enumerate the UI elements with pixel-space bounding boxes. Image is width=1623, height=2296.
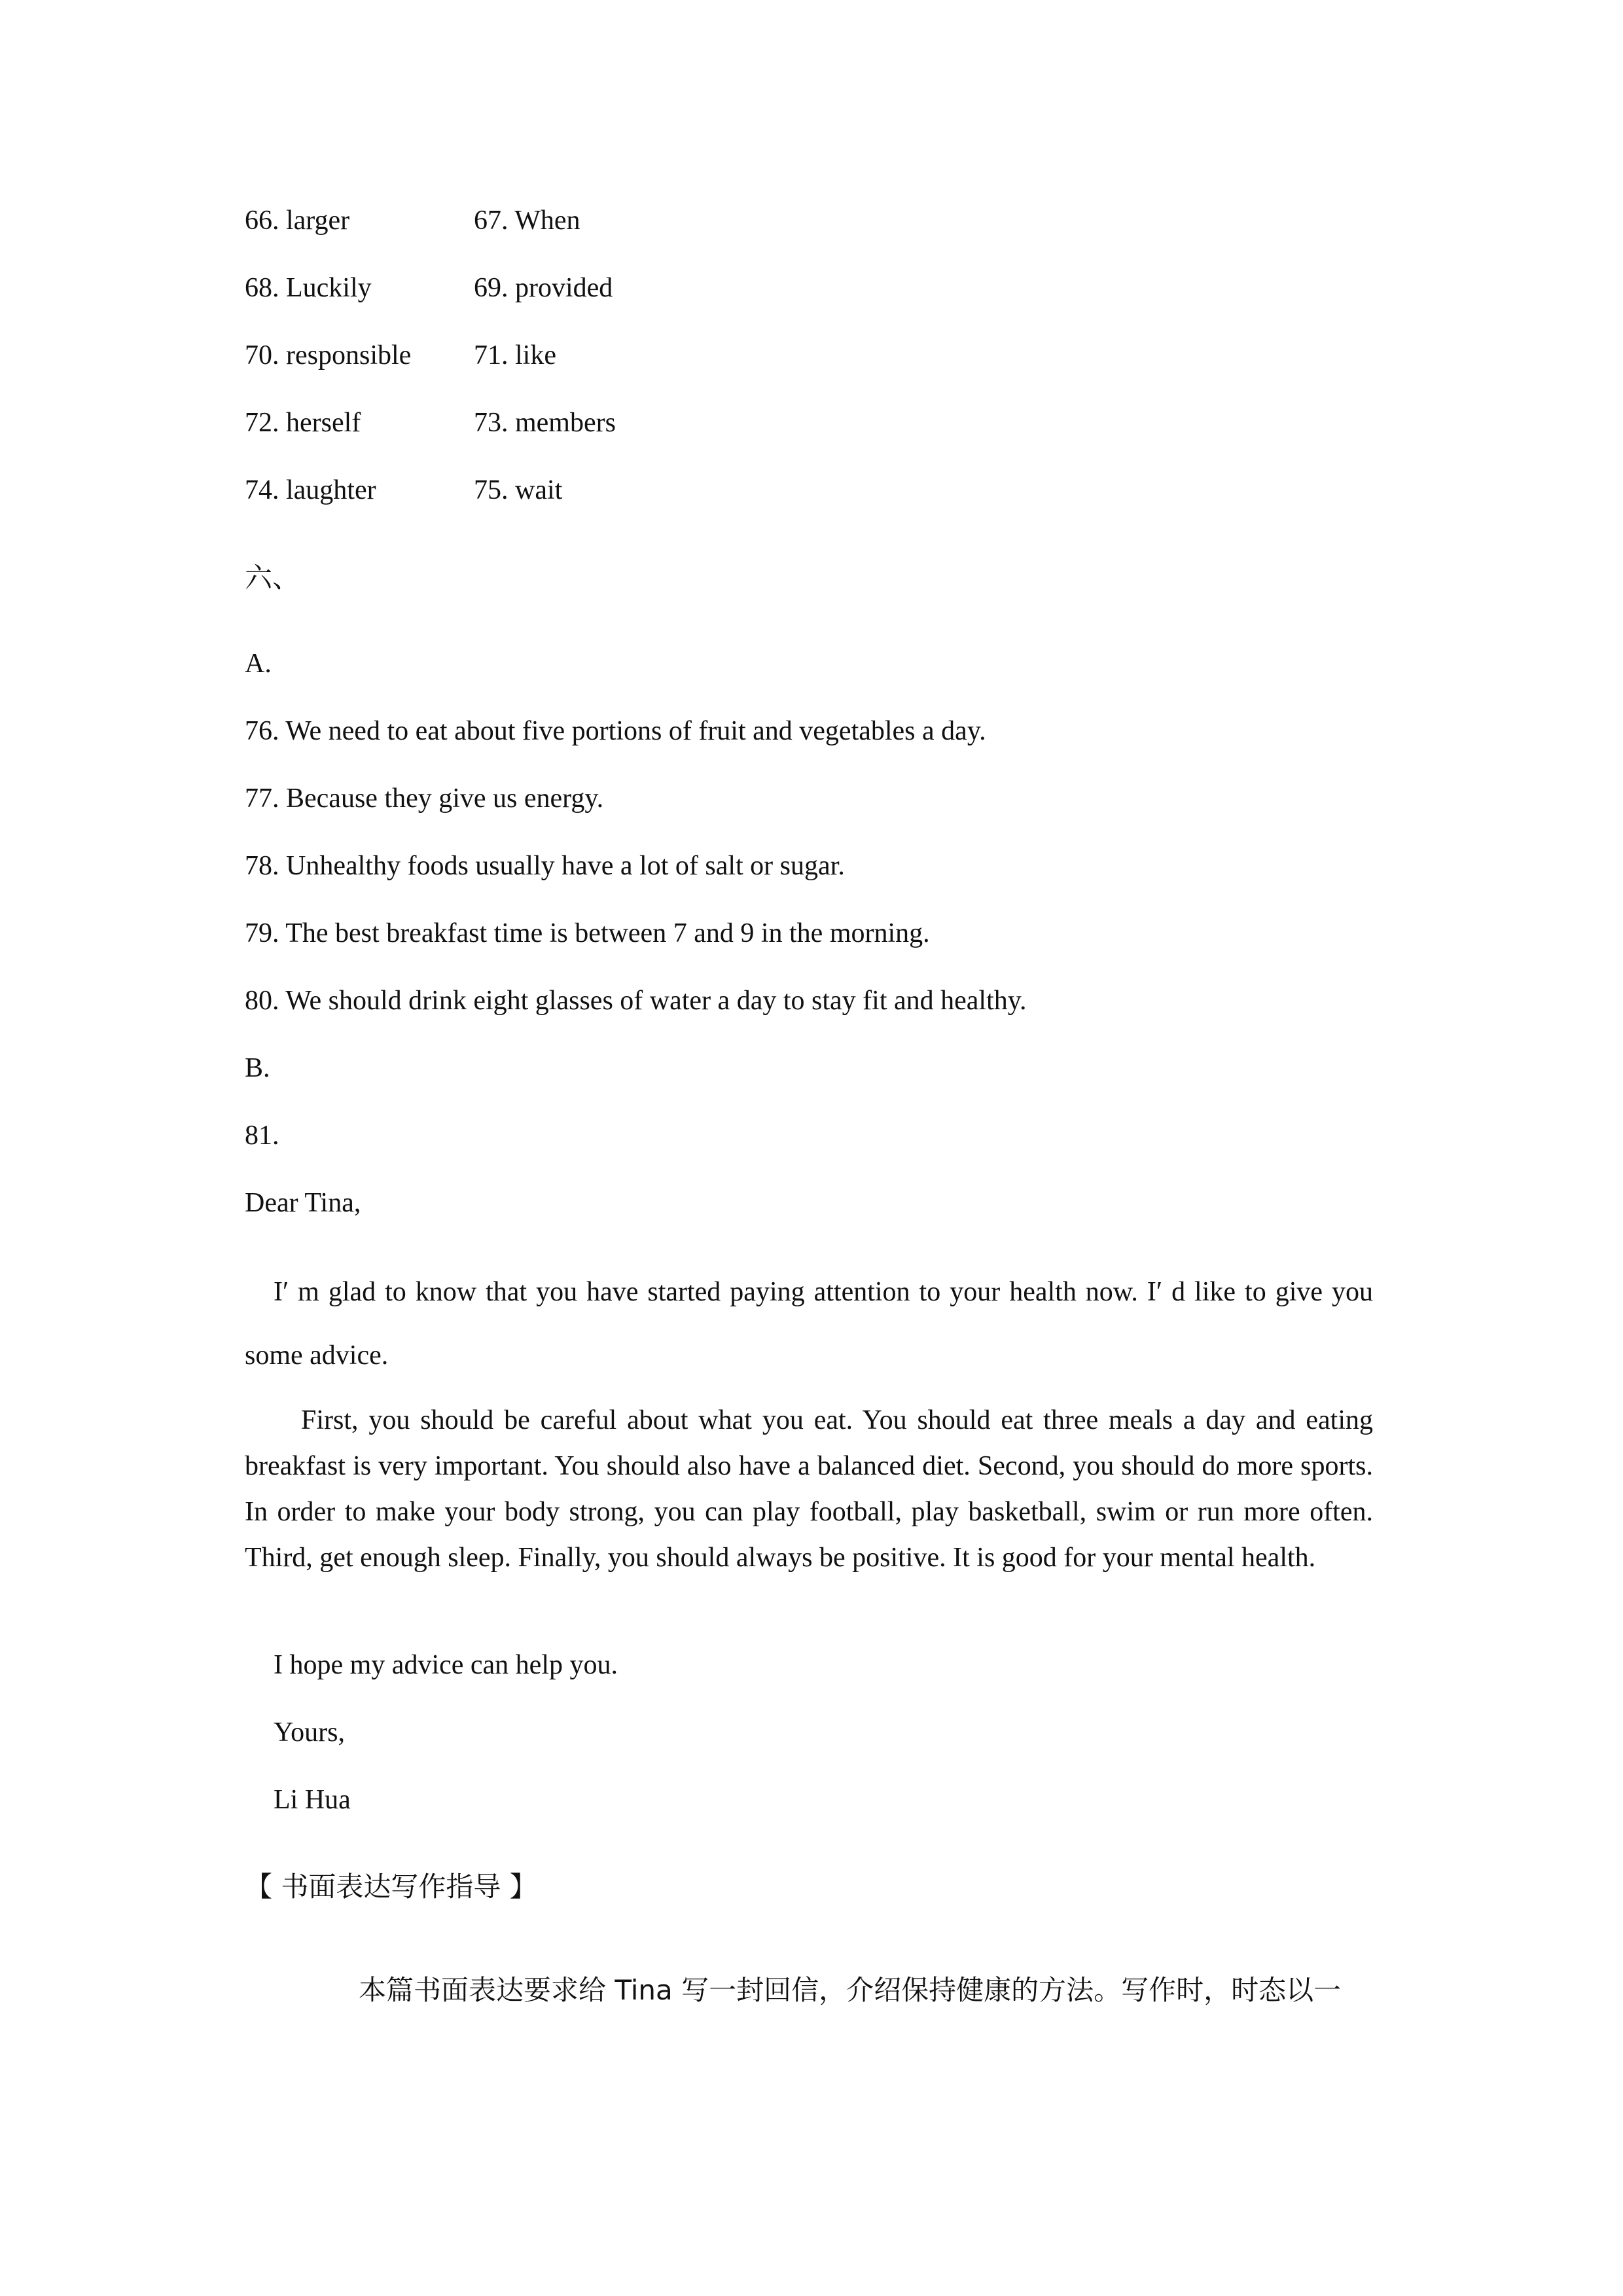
answer-66: 66. larger [245,206,350,236]
letter-paragraph-1-line-2: some advice. [245,1340,389,1371]
letter-greeting: Dear Tina, [245,1188,361,1218]
answer-75: 75. wait [474,475,563,505]
answer-71: 71. like [474,340,556,370]
answer-73: 73. members [474,408,616,438]
answer-70: 70. responsible [245,340,412,370]
answer-77: 77. Because they give us energy. [245,783,604,814]
answer-76: 76. We need to eat about five portions of fruit and vegetables a day. [245,716,986,746]
writing-guide-text: 本篇书面表达要求给 Tina 写一封回信，介绍保持健康的方法。写作时，时态以一 [359,1974,1342,2006]
letter-signature-name: Li Hua [274,1785,351,1815]
answer-67: 67. When [474,206,580,236]
part-a-label: A. [245,649,272,679]
answer-78: 78. Unhealthy foods usually have a lot of salt or sugar. [245,851,845,881]
answer-80: 80. We should drink eight glasses of water a day to stay fit and healthy. [245,986,1027,1016]
letter-paragraph-1-line-1: I′ m glad to know that you have started paying attention to your health now. I′ d like to give you [274,1277,1373,1307]
answer-72: 72. herself [245,408,361,438]
writing-guide-heading: 【 书面表达写作指导 】 [245,1871,537,1903]
part-b-label: B. [245,1053,270,1083]
letter-paragraph-2: First, you should be careful about what you eat. You should eat three meals a day and eating breakfast is very important. You should also have a balanced diet. Second, you should do more sports. In order to make your body strong, you can play football, play basketball, swim or run more often. Third, get enough sleep. Finally, you should always be positive. It is good for your mental health. [245,1405,1373,1573]
answer-69: 69. provided [474,273,613,303]
letter-signoff: Yours, [274,1717,345,1748]
section-six-heading: 六、 [245,562,300,594]
answer-79: 79. The best breakfast time is between 7 and 9 in the morning. [245,918,930,948]
answer-74: 74. laughter [245,475,376,505]
answer-68: 68. Luckily [245,273,372,303]
question-81-label: 81. [245,1121,279,1151]
letter-closing-line: I hope my advice can help you. [274,1650,618,1680]
